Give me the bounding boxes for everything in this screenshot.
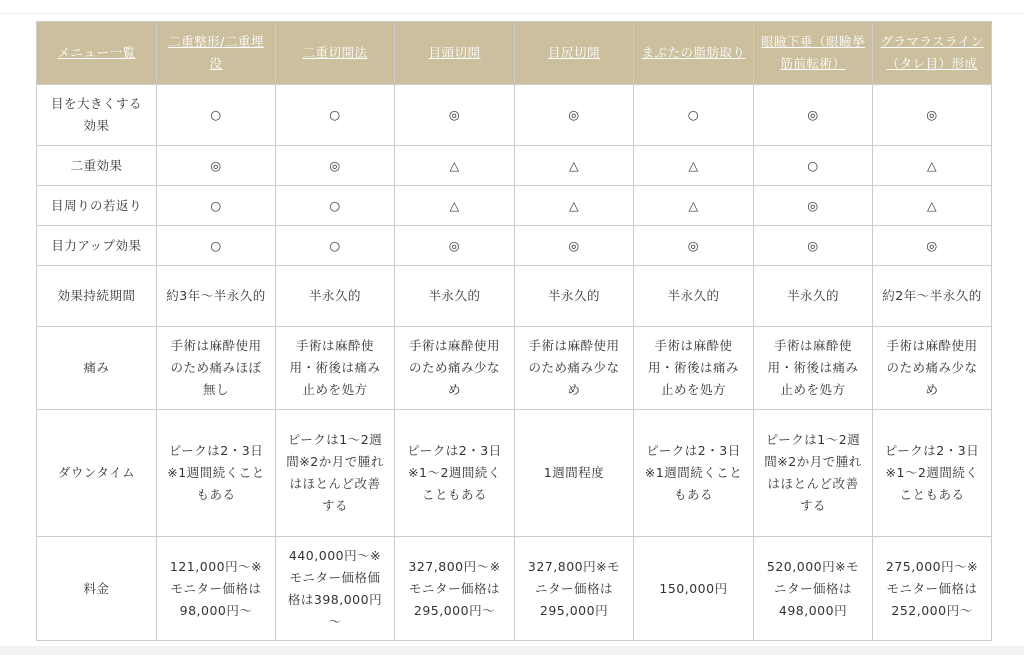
row-label: 目周りの若返り [37, 186, 157, 226]
table-cell: ○ [754, 146, 873, 186]
table-cell: 327,800円※モニター価格は295,000円 [515, 537, 634, 641]
table-row [37, 146, 992, 186]
table-row [37, 226, 992, 266]
eyelid-fat-removal-link[interactable]: まぶたの脂肪取り [641, 45, 746, 60]
glamorous-line-link[interactable]: グラマラスライン（タレ目）形成 [880, 34, 984, 71]
table-row [37, 327, 992, 410]
header-ptosis-surgery[interactable] [754, 22, 873, 85]
table-cell: △ [873, 186, 992, 226]
table-cell: 半永久的 [276, 266, 395, 327]
table-cell: ◎ [515, 85, 634, 146]
table-cell: ◎ [157, 146, 276, 186]
header-outer-canthoplasty[interactable] [515, 22, 634, 85]
table-cell: 手術は麻酔使用のため痛み少なめ [395, 327, 515, 410]
table-cell: 約3年～半永久的 [157, 266, 276, 327]
table-cell: 手術は麻酔使用のため痛み少なめ [873, 327, 992, 410]
table-row [37, 410, 992, 537]
table-cell: ○ [157, 226, 276, 266]
row-label: ダウンタイム [37, 410, 157, 537]
table-cell: 半永久的 [515, 266, 634, 327]
table-cell: △ [515, 186, 634, 226]
table-row [37, 186, 992, 226]
table-cell: ◎ [395, 85, 515, 146]
table-cell: ○ [276, 85, 395, 146]
table-cell: ○ [157, 186, 276, 226]
comparison-table [36, 21, 992, 641]
table-cell: ◎ [873, 226, 992, 266]
table-cell: 約2年～半永久的 [873, 266, 992, 327]
table-cell: 1週間程度 [515, 410, 634, 537]
row-label: 痛み [37, 327, 157, 410]
table-cell: ◎ [634, 226, 754, 266]
header-inner-canthoplasty[interactable] [395, 22, 515, 85]
table-cell: △ [873, 146, 992, 186]
table-cell: ○ [276, 186, 395, 226]
table-cell: ◎ [754, 186, 873, 226]
table-cell: 275,000円～※モニター価格は252,000円～ [873, 537, 992, 641]
table-cell: △ [634, 186, 754, 226]
header-eyelid-fat-removal[interactable] [634, 22, 754, 85]
table-cell: ピークは2・3日※1週間続くこともある [157, 410, 276, 537]
header-row [37, 22, 992, 85]
table-cell: ピークは1～2週間※2か月で腫れはほとんど改善する [276, 410, 395, 537]
table-cell: ○ [276, 226, 395, 266]
row-label: 料金 [37, 537, 157, 641]
table-cell: ◎ [276, 146, 395, 186]
table-cell: ○ [157, 85, 276, 146]
table-cell: △ [395, 146, 515, 186]
bottom-band [0, 646, 1024, 655]
double-eyelid-burial-link[interactable]: 二重整形/二重埋没 [168, 34, 264, 71]
table-cell: 半永久的 [754, 266, 873, 327]
table-cell: ◎ [515, 226, 634, 266]
row-label: 目力アップ効果 [37, 226, 157, 266]
table-cell: △ [634, 146, 754, 186]
menu-list-link[interactable]: メニュー一覧 [57, 45, 136, 60]
table-row [37, 266, 992, 327]
table-cell: 520,000円※モニター価格は498,000円 [754, 537, 873, 641]
table-cell: ○ [634, 85, 754, 146]
table-cell: 手術は麻酔使用・術後は痛み止めを処方 [276, 327, 395, 410]
row-label: 効果持続期間 [37, 266, 157, 327]
top-divider [0, 13, 1024, 14]
table-cell: 手術は麻酔使用のため痛みほぼ無し [157, 327, 276, 410]
row-label: 目を大きくする効果 [37, 85, 157, 146]
table-cell: 327,800円～※モニター価格は295,000円～ [395, 537, 515, 641]
ptosis-surgery-link[interactable]: 眼瞼下垂（眼瞼挙筋前転術） [760, 34, 865, 71]
header-double-incision[interactable] [276, 22, 395, 85]
table-cell: 半永久的 [395, 266, 515, 327]
header-double-eyelid-burial[interactable] [157, 22, 276, 85]
table-cell: 手術は麻酔使用・術後は痛み止めを処方 [754, 327, 873, 410]
table-cell: ピークは2・3日※1～2週間続くこともある [873, 410, 992, 537]
table-cell: ◎ [754, 85, 873, 146]
table-row [37, 85, 992, 146]
inner-canthoplasty-link[interactable]: 目頭切開 [428, 45, 481, 60]
outer-canthoplasty-link[interactable]: 目尻切開 [547, 45, 600, 60]
table-cell: ピークは2・3日※1週間続くこともある [634, 410, 754, 537]
table-cell: ◎ [873, 85, 992, 146]
table-cell: △ [515, 146, 634, 186]
header-glamorous-line[interactable] [873, 22, 992, 85]
table-cell: 半永久的 [634, 266, 754, 327]
table-cell: 手術は麻酔使用・術後は痛み止めを処方 [634, 327, 754, 410]
table-cell: ◎ [754, 226, 873, 266]
table-row [37, 537, 992, 641]
table-cell: 121,000円～※モニター価格は98,000円～ [157, 537, 276, 641]
header-menu-list[interactable] [37, 22, 157, 85]
table-cell: △ [395, 186, 515, 226]
table-cell: ピークは2・3日※1～2週間続くこともある [395, 410, 515, 537]
table-cell: 440,000円～※モニター価格価格は398,000円～ [276, 537, 395, 641]
double-incision-link[interactable]: 二重切開法 [302, 45, 368, 60]
table-cell: 手術は麻酔使用のため痛み少なめ [515, 327, 634, 410]
row-label: 二重効果 [37, 146, 157, 186]
table-cell: ピークは1～2週間※2か月で腫れはほとんど改善する [754, 410, 873, 537]
table-cell: ◎ [395, 226, 515, 266]
table-cell: 150,000円 [634, 537, 754, 641]
